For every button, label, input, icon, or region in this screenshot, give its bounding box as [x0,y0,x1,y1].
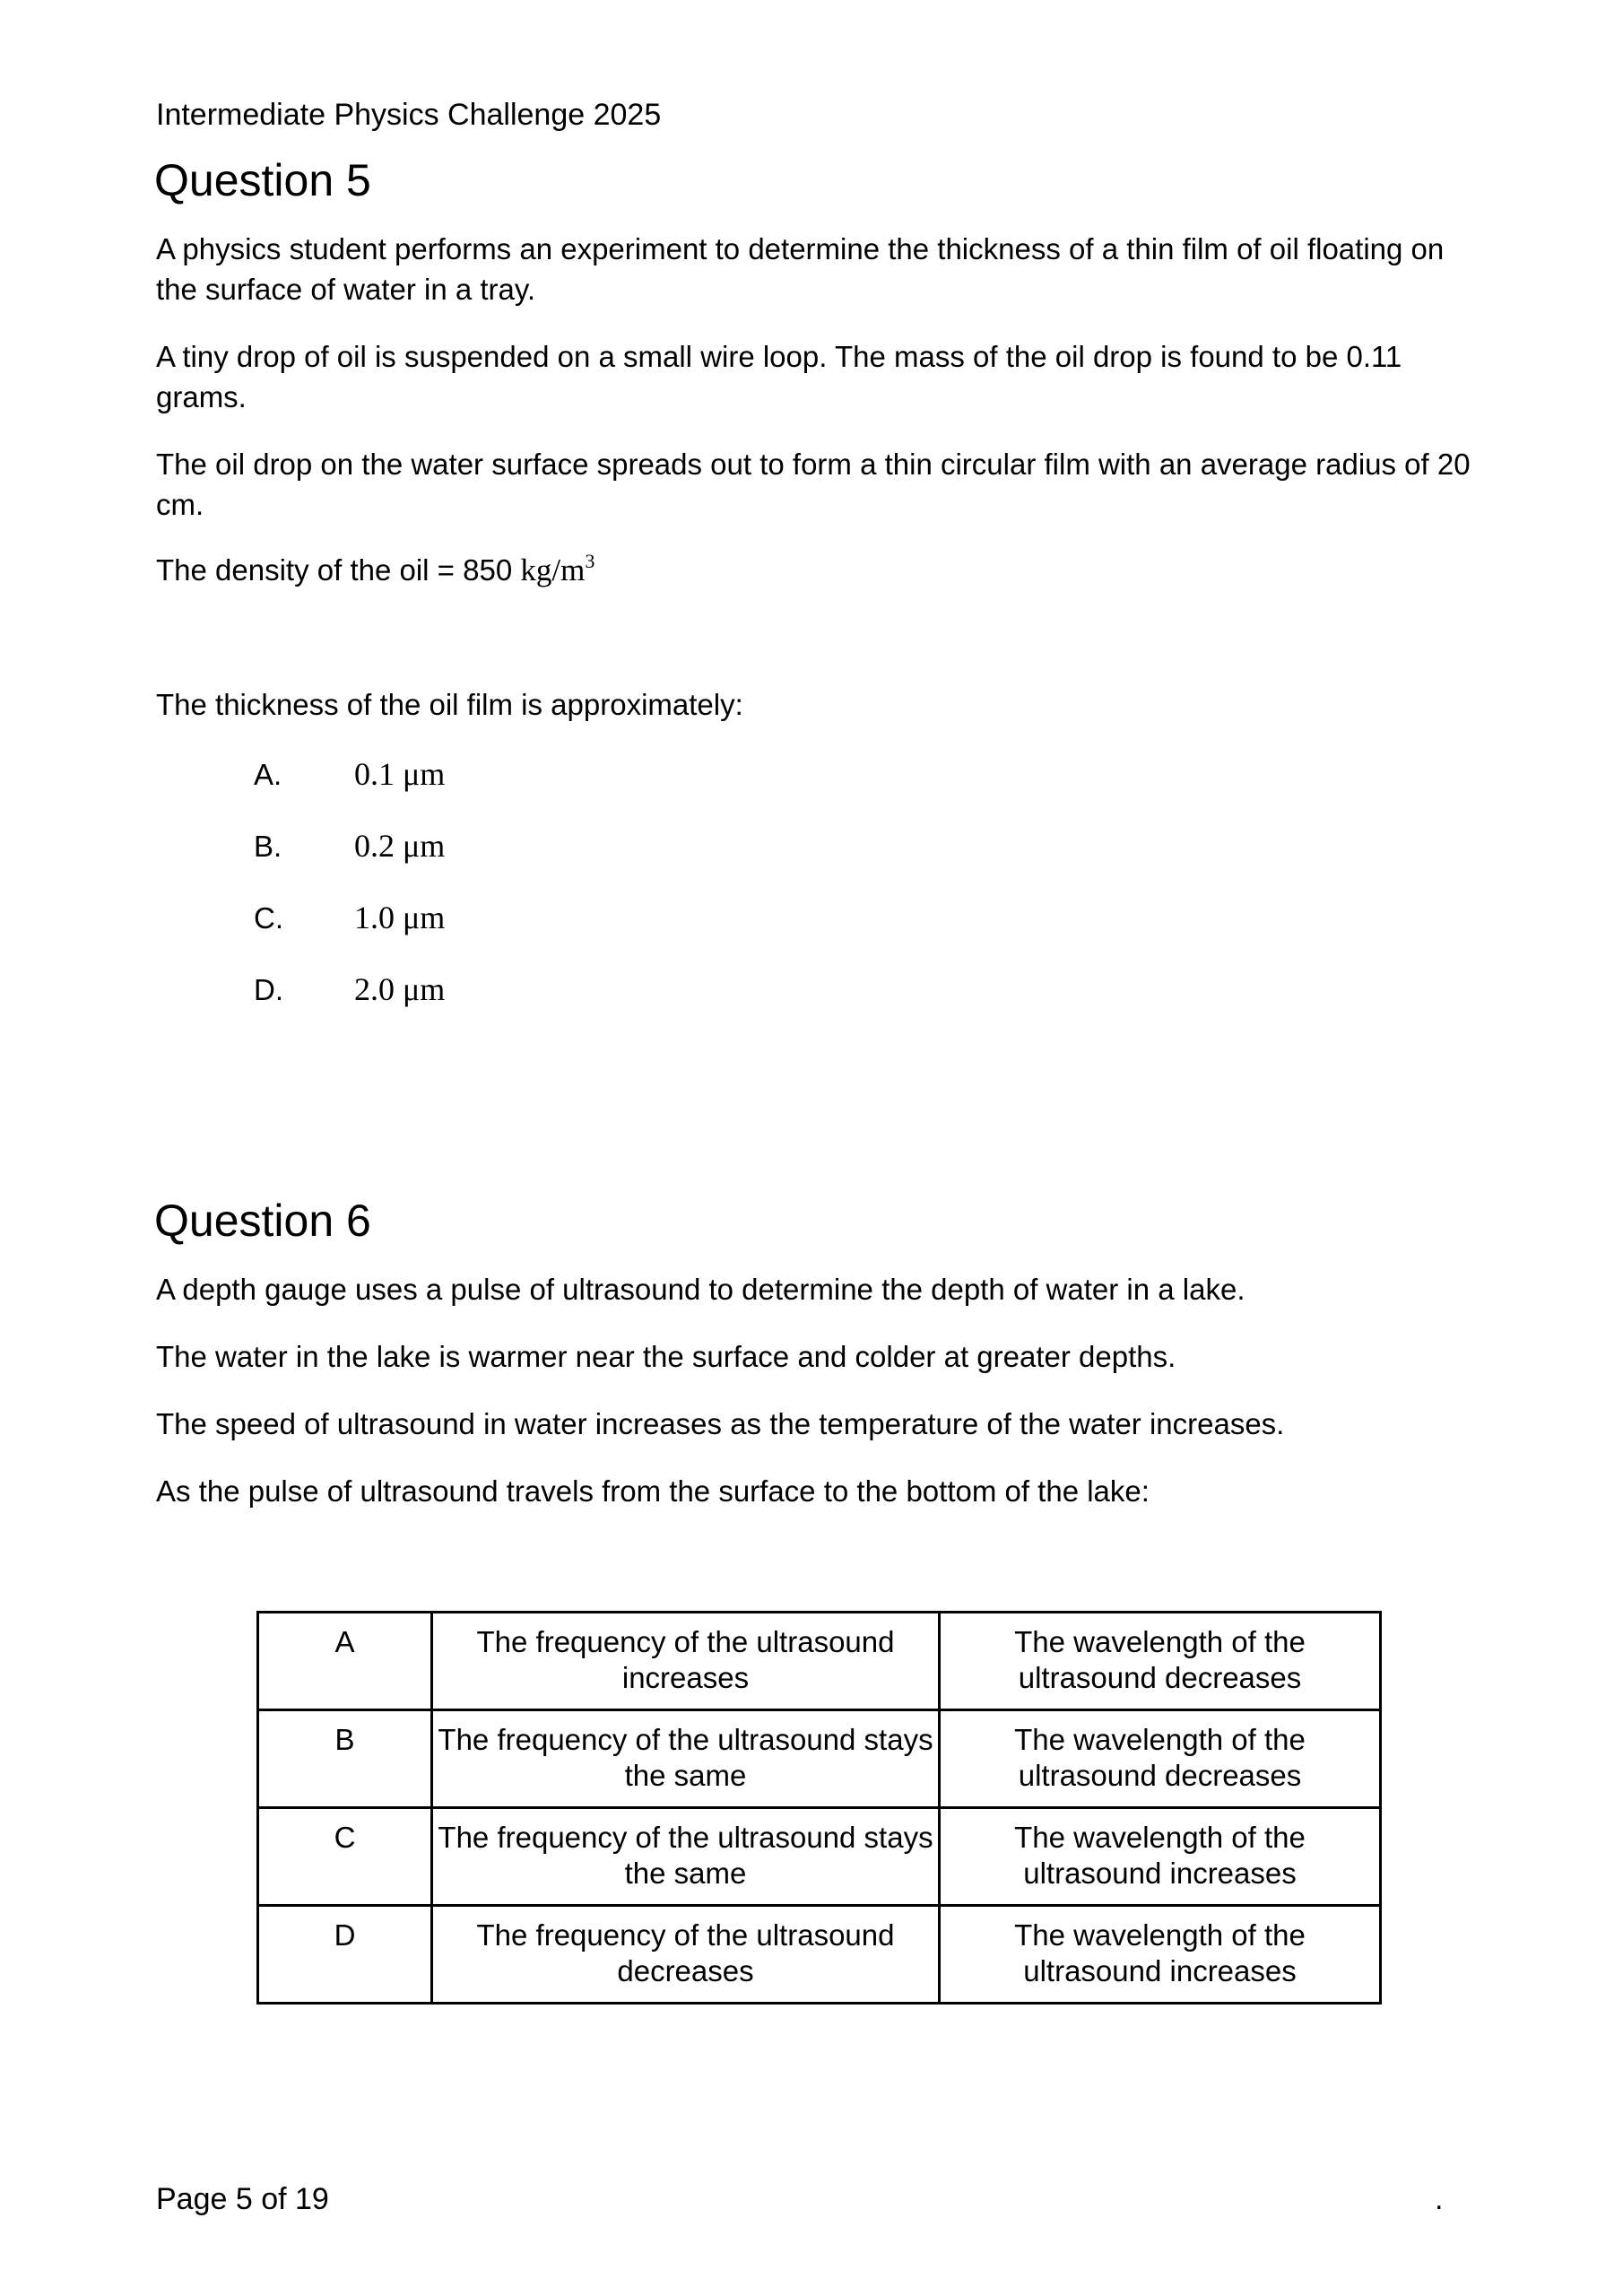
question-5-title: Question 5 [154,155,371,205]
row-letter-cell: C [258,1808,432,1906]
table-row-a[interactable] [258,1613,1381,1710]
option-value: 2.0 μm [354,971,446,1007]
footer-mark: . [1435,2182,1444,2216]
frequency-cell: The frequency of the ultrasound decreases [432,1906,940,2004]
question-6-paragraph-4: As the pulse of ultrasound travels from the surface to the bottom of the lake: [156,1474,1150,1508]
question-5-paragraph-1: A physics student performs an experiment to determine the thickness of a thin film of oil floating on the surface of water in a tray. [156,232,1445,306]
question-5-paragraph-3: The oil drop on the water surface spreads out to form a thin circular film with an average radius of 20 cm. [156,448,1471,521]
frequency-cell: The frequency of the ultrasound increases [432,1613,940,1710]
wavelength-cell: The wavelength of the ultrasound increases [940,1906,1381,2004]
table-row-c[interactable] [258,1808,1381,1906]
option-letter: C. [254,901,283,935]
wavelength-cell: The wavelength of the ultrasound decreases [940,1710,1381,1808]
question-5-paragraph-2: A tiny drop of oil is suspended on a small wire loop. The mass of the oil drop is found to be 0.11 grams. [156,340,1402,413]
option-value: 0.2 μm [354,828,446,864]
question-5-option-d[interactable] [254,971,445,1008]
question-6-answer-table [256,1611,1382,2005]
frequency-cell: The frequency of the ultrasound stays the same [432,1808,940,1906]
question-5-option-a[interactable] [254,756,445,793]
row-letter-cell: B [258,1710,432,1808]
wavelength-cell: The wavelength of the ultrasound decreases [940,1613,1381,1710]
question-5-prompt: The thickness of the oil film is approximately: [156,688,743,721]
question-6-paragraph-3: The speed of ultrasound in water increases as the temperature of the water increases. [156,1407,1285,1440]
option-value: 1.0 μm [354,900,446,935]
density-unit-exponent: 3 [585,550,595,572]
option-letter: B. [254,830,282,863]
density-text: The density of the oil = 850 [156,553,521,587]
question-6-paragraph-2: The water in the lake is warmer near the surface and colder at greater depths. [156,1340,1176,1373]
wavelength-cell: The wavelength of the ultrasound increases [940,1808,1381,1906]
option-value: 0.1 μm [354,756,446,792]
document-header: Intermediate Physics Challenge 2025 [156,98,662,132]
density-unit: $kg/m^3$ [520,550,595,587]
question-5-option-c[interactable] [254,900,445,936]
question-5-option-b[interactable] [254,828,445,865]
question-6-paragraph-1: A depth gauge uses a pulse of ultrasound to determine the depth of water in a lake. [156,1273,1245,1306]
row-letter-cell: A [258,1613,432,1710]
option-letter: D. [254,973,283,1006]
page-number: Page 5 of 19 [156,2182,329,2216]
question-5-density-line [156,550,1483,590]
row-letter-cell: D [258,1906,432,2004]
option-letter: A. [254,758,282,791]
table-row-d[interactable] [258,1906,1381,2004]
frequency-cell: The frequency of the ultrasound stays the same [432,1710,940,1808]
question-6-title: Question 6 [154,1196,371,1246]
table-row-b[interactable] [258,1710,1381,1808]
